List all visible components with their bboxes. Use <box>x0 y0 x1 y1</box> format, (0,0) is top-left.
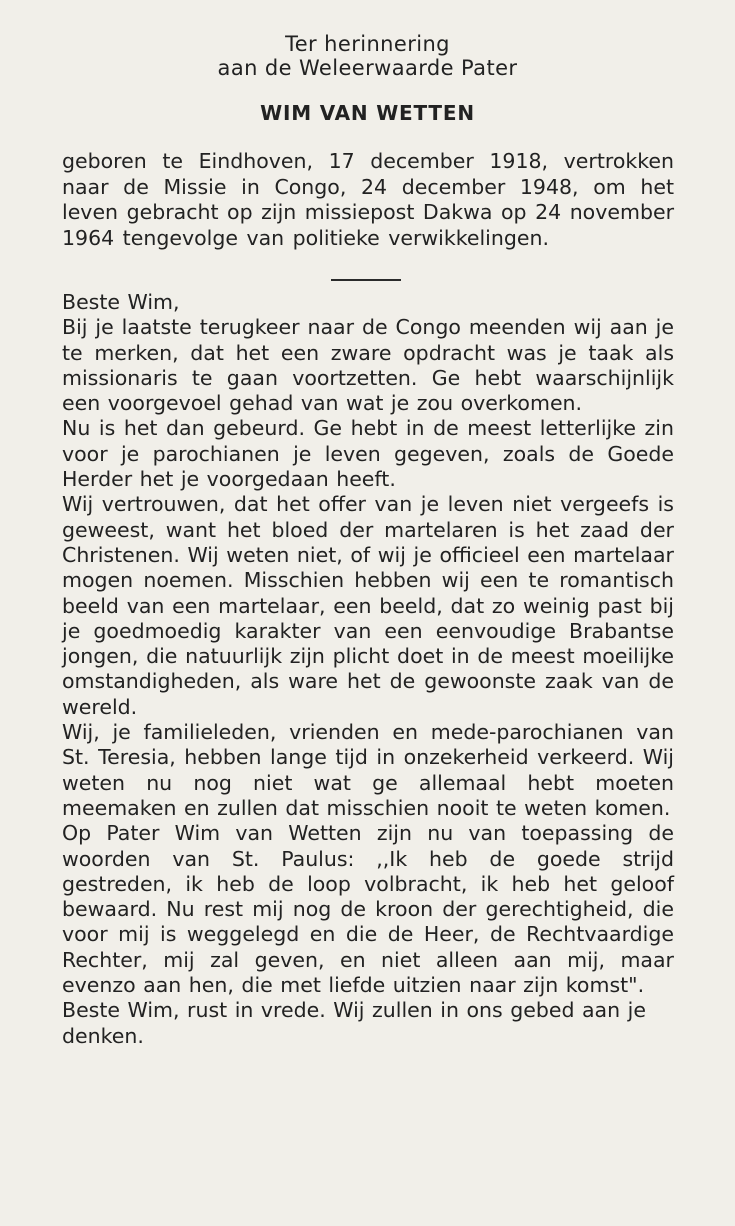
divider-line <box>331 279 401 281</box>
biography-paragraph: geboren te Eindhoven, 17 december 1918, vertrokken naar de Missie in Congo, 24 december 1948, om het leven gebracht op zijn missiepost Dakwa op 24 november 1964 tengevolge van politieke verwikkelingen. <box>62 149 674 250</box>
letter-paragraph-2: Nu is het dan gebeurd. Ge hebt in de meest letterlijke zin voor je parochianen je leven gegeven, zoals de Goede Herder het je voorgedaan heeft. <box>62 416 674 492</box>
letter-paragraph-6: Beste Wim, rust in vrede. Wij zullen in ons gebed aan je denken. <box>62 998 646 1048</box>
letter-paragraph-4: Wij, je familieleden, vrienden en mede-parochianen van St. Teresia, hebben lange tijd in onzekerheid verkeerd. Wij weten nu nog niet wat ge allemaal hebt moeten meemaken en zullen dat misschien nooit te weten komen. <box>62 720 674 820</box>
letter-body <box>62 290 674 1049</box>
letter-paragraph-1: Bij je laatste terugkeer naar de Congo meenden wij aan je te merken, dat het een zware opdracht was je taak als missionaris te gaan voortzetten. Ge hebt waarschijnlijk een voorgevoel gehad van wat je zou overkomen. <box>62 315 674 416</box>
heading-line-1: Ter herinnering <box>285 32 450 56</box>
letter-paragraph-3: Wij vertrouwen, dat het offer van je leven niet vergeefs is geweest, want het bloed der martelaren is het zaad der Christenen. Wij weten niet, of wij je officieel een martelaar mogen noemen. Misschien hebben wij een te romantisch beeld van een martelaar, een beeld, dat zo weinig past bij je goedmoedig karakter van een eenvoudige Brabantse jongen, die natuurlijk zijn plicht doet in de meest moeilijke omstandigheden, als ware het de gewoonste zaak van de wereld. <box>62 492 674 719</box>
deceased-name: WIM VAN WETTEN <box>260 101 475 125</box>
heading-line-2: aan de Weleerwaarde Pater <box>217 56 518 80</box>
letter-salutation: Beste Wim, <box>62 290 180 314</box>
letter-paragraph-5: Op Pater Wim van Wetten zijn nu van toepassing de woorden van St. Paulus: ,,Ik heb de goede strijd gestreden, ik heb de loop volbracht, ik heb het geloof bewaard. Nu rest mij nog de kroon der gerechtigheid, die voor mij is weggelegd en die de Heer, de Rechtvaardige Rechter, mij zal geven, en niet alleen aan mij, maar evenzo aan hen, die met liefde uitzien naar zijn komst". <box>62 821 674 998</box>
